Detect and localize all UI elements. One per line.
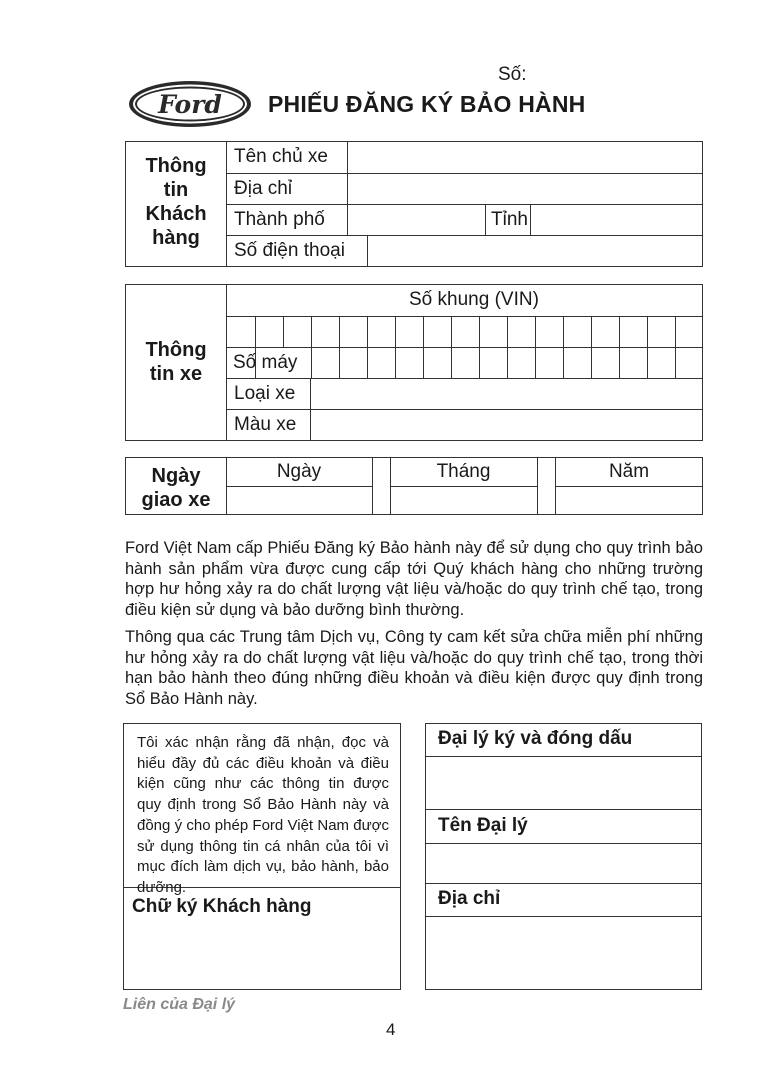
month-field[interactable] xyxy=(391,487,537,514)
customer-signature-field[interactable] xyxy=(124,924,400,989)
consent-text: Tôi xác nhận rằng đã nhận, đọc và hiểu đầy đủ các điều khoản và điều kiện cũng như các thông tin được quy định trong Sổ Bảo Hành này và đồng ý cho phép Ford Việt Nam được sử dụng thông tin cá nhân của tôi vì mục đích làm dịch vụ, bảo hành, bảo dưỡng. xyxy=(137,734,389,896)
vehicle-info-heading: Thông tin xe xyxy=(145,339,207,385)
vin-label: Số khung (VIN) xyxy=(409,289,539,310)
city-field[interactable] xyxy=(348,205,485,235)
dealer-name-label: Tên Đại lý xyxy=(438,815,528,836)
address-field[interactable] xyxy=(348,174,702,204)
day-field[interactable] xyxy=(227,487,372,514)
dealer-sign-stamp-label: Đại lý ký và đóng dấu xyxy=(438,728,633,749)
province-label: Tỉnh xyxy=(491,209,528,230)
year-field[interactable] xyxy=(556,487,702,514)
year-label: Năm xyxy=(608,461,650,482)
dealer-sign-stamp-field[interactable] xyxy=(426,757,701,809)
dealer-address-label: Địa chỉ xyxy=(438,888,501,909)
page-title: PHIẾU ĐĂNG KÝ BẢO HÀNH xyxy=(268,91,586,117)
color-label: Màu xe xyxy=(234,414,297,435)
phone-label: Số điện thoại xyxy=(234,240,345,261)
address-label: Địa chỉ xyxy=(234,178,293,199)
delivery-date-heading: Ngày giao xe xyxy=(141,465,211,511)
province-field[interactable] xyxy=(531,205,702,235)
dealer-address-field[interactable] xyxy=(426,917,701,989)
day-label: Ngày xyxy=(276,461,322,482)
engine-number-label: Số máy xyxy=(233,352,298,373)
warranty-paragraph-1: Ford Việt Nam cấp Phiếu Đăng ký Bảo hành này để sử dụng cho quy trình bảo hành sản phẩm vừa được cung cấp tới Quý khách hàng cho những trường hợp hư hỏng xảy ra do chất lượng vật liệu và/hoặc do quy trình chế tạo, trong điều kiện sử dụng và bảo dưỡng bình thường. xyxy=(125,539,703,619)
ford-logo-text: Ford xyxy=(158,90,222,119)
owner-name-label: Tên chủ xe xyxy=(234,146,328,167)
owner-name-field[interactable] xyxy=(348,142,702,173)
model-label: Loại xe xyxy=(234,383,296,404)
customer-info-heading: Thông tin Khách hàng xyxy=(145,155,207,249)
form-number-label: Số: xyxy=(498,64,527,85)
color-field[interactable] xyxy=(311,410,702,440)
dealer-name-field[interactable] xyxy=(426,844,701,883)
vin-character-boxes xyxy=(226,316,703,378)
model-field[interactable] xyxy=(311,379,702,409)
warranty-paragraph-2: Thông qua các Trung tâm Dịch vụ, Công ty cam kết sửa chữa miễn phí những hư hỏng xảy ra do chất lượng vật liệu và/hoặc do quy trình chế tạo, trong thời hạn bảo hành theo đúng những điều khoản và điều kiện được quy định trong Sổ Bảo Hành này. xyxy=(125,628,703,708)
phone-field[interactable] xyxy=(368,236,702,266)
city-label: Thành phố xyxy=(234,209,325,230)
month-label: Tháng xyxy=(436,461,491,482)
dealer-copy-label: Liên của Đại lý xyxy=(123,996,236,1013)
page-number: 4 xyxy=(386,1020,396,1039)
customer-signature-label: Chữ ký Khách hàng xyxy=(132,896,312,917)
ford-logo xyxy=(128,80,252,128)
